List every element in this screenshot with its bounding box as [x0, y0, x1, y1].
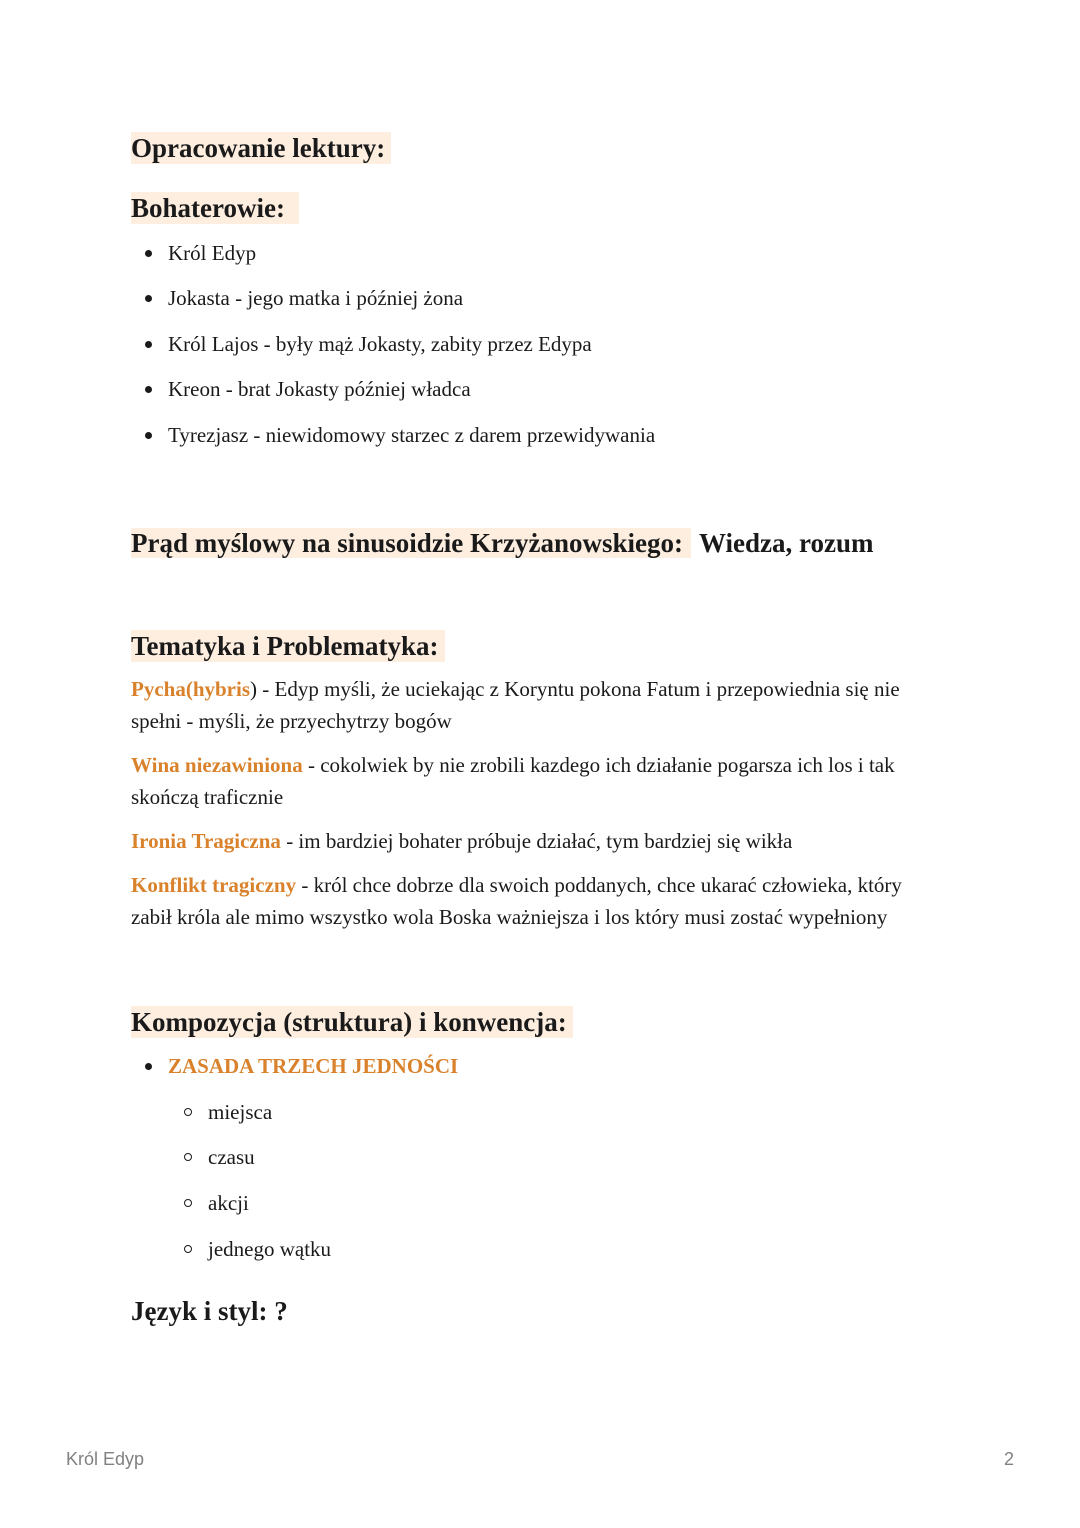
composition-rule-item — [145, 1050, 458, 1082]
section-heading-bohaterowie: Bohaterowie: — [131, 192, 299, 224]
hollow-bullet-icon — [184, 1245, 192, 1253]
theme-term: Ironia Tragiczna — [131, 829, 281, 853]
theme-term: Konflikt tragiczny — [131, 873, 297, 897]
theme-paragraph: Konflikt tragiczny - król chce dobrze dla swoich poddanych, chce ukarać człowieka, który zabił króla ale mimo wszystko wola Boska ważniejsza i los który musi zostać wypełniony — [131, 873, 902, 929]
prad-value: Wiedza, rozum — [699, 528, 874, 558]
bullet-icon — [145, 250, 152, 257]
bullet-icon — [145, 295, 152, 302]
character-list-item — [145, 328, 592, 360]
bullet-icon — [145, 432, 152, 439]
theme-paragraph: Wina niezawiniona - cokolwiek by nie zrobili kazdego ich działanie pogarsza ich los i tak skończą traficznie — [131, 753, 895, 809]
character-text: Kreon - brat Jokasty później władca — [168, 377, 471, 401]
section-heading-opracowanie: Opracowanie lektury: — [131, 132, 391, 164]
bullet-icon — [145, 1063, 152, 1070]
hollow-bullet-icon — [184, 1108, 192, 1116]
composition-subitem: czasu — [184, 1141, 255, 1173]
composition-subitem: miejsca — [184, 1096, 272, 1128]
theme-paragraph: Ironia Tragiczna - im bardziej bohater próbuje działać, tym bardziej się wikła — [131, 829, 793, 853]
bullet-icon — [145, 341, 152, 348]
character-text: Król Edyp — [168, 241, 257, 265]
bullet-icon — [145, 386, 152, 393]
composition-subitem: jednego wątku — [184, 1233, 331, 1265]
character-text: Król Lajos - były mąż Jokasty, zabity przez Edypa — [168, 332, 592, 356]
theme-paragraph: Pycha(hybris) - Edyp myśli, że uciekając z Koryntu pokona Fatum i przepowiednia się nie spełni - myśli, że przyechytrzy bogów — [131, 677, 900, 733]
character-list-item — [145, 373, 471, 405]
section-heading-jezyk: Język i styl: ? — [131, 1296, 288, 1326]
character-list-item — [145, 282, 463, 314]
section-heading-tematyka: Tematyka i Problematyka: — [131, 630, 445, 662]
character-list-item — [145, 237, 256, 269]
footer-title: Król Edyp — [66, 1449, 145, 1469]
section-heading-prad: Prąd myślowy na sinusoidzie Krzyżanowskiego: — [131, 528, 691, 558]
character-text: Jokasta - jego matka i później żona — [168, 286, 464, 310]
composition-rule: ZASADA TRZECH JEDNOŚCI — [168, 1054, 459, 1078]
character-list-item — [145, 419, 655, 451]
composition-subitem: akcji — [184, 1187, 249, 1219]
hollow-bullet-icon — [184, 1199, 192, 1207]
theme-term: Wina niezawiniona — [131, 753, 303, 777]
theme-term: Pycha(hybris — [131, 677, 251, 701]
hollow-bullet-icon — [184, 1153, 192, 1161]
prad-row — [131, 527, 874, 559]
character-text: Tyrezjasz - niewidomowy starzec z darem przewidywania — [168, 423, 656, 447]
section-heading-kompozycja: Kompozycja (struktura) i konwencja: — [131, 1006, 573, 1038]
page-number: 2 — [1004, 1449, 1015, 1469]
